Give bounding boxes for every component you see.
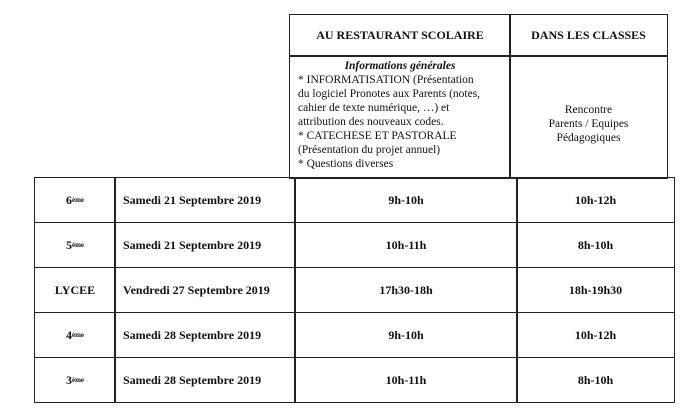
- date-cell: [114, 312, 296, 358]
- meeting-line: Parents / Equipes: [548, 118, 629, 130]
- level-cell: [34, 222, 116, 268]
- info-line: (Présentation du projet annuel): [298, 144, 441, 156]
- restaurant-text: 10h-11h: [385, 372, 427, 387]
- header-classes: DANS LES CLASSES: [509, 14, 668, 57]
- restaurant-cell: [294, 222, 518, 268]
- level-suffix: ème: [71, 331, 85, 339]
- restaurant-cell: [294, 357, 518, 403]
- classes-text: 10h-12h: [574, 327, 617, 342]
- classes-text: 8h-10h: [577, 237, 614, 252]
- level-text: LYCEE: [54, 282, 96, 297]
- date-cell: [114, 357, 296, 403]
- info-title: Informations générales: [344, 60, 456, 72]
- date-cell: [114, 267, 296, 313]
- header-restaurant: AU RESTAURANT SCOLAIRE: [289, 14, 511, 57]
- restaurant-cell: [294, 177, 518, 223]
- restaurant-text: 17h30-18h: [379, 282, 433, 297]
- level-cell: [34, 312, 116, 358]
- classes-cell: [516, 177, 675, 223]
- restaurant-cell: [294, 267, 518, 313]
- date-cell: [114, 177, 296, 223]
- restaurant-cell: [294, 312, 518, 358]
- meeting-line: Pédagogiques: [556, 132, 621, 144]
- info-line: cahier de texte numérique, …) et: [298, 102, 450, 114]
- date-cell: [114, 222, 296, 268]
- level-text: 3: [65, 372, 72, 387]
- level-cell: [34, 357, 116, 403]
- classes-cell: [516, 312, 675, 358]
- restaurant-text: 9h-10h: [388, 192, 424, 207]
- date-text: Samedi 28 Septembre 2019: [123, 327, 262, 342]
- meeting-cell: [509, 55, 668, 179]
- info-line: * CATECHESE ET PASTORALE: [298, 130, 457, 142]
- level-suffix: ème: [71, 376, 85, 384]
- meeting-line: Rencontre: [564, 104, 613, 116]
- info-line: du logiciel Pronotes aux Parents (notes,: [298, 88, 481, 100]
- date-text: Samedi 28 Septembre 2019: [123, 372, 262, 387]
- classes-text: 18h-19h30: [568, 282, 623, 297]
- info-line: * Questions diverses: [298, 158, 394, 170]
- level-cell: [34, 267, 116, 313]
- level-suffix: ème: [71, 241, 85, 249]
- restaurant-text: 10h-11h: [385, 237, 427, 252]
- info-cell: [289, 55, 511, 179]
- info-line: attribution des nouveaux codes.: [298, 116, 444, 128]
- classes-text: 10h-12h: [574, 192, 617, 207]
- info-line: * INFORMATISATION (Présentation: [298, 74, 474, 86]
- classes-cell: [516, 267, 675, 313]
- classes-text: 8h-10h: [577, 372, 614, 387]
- date-text: Samedi 21 Septembre 2019: [123, 237, 262, 252]
- level-text: 6: [65, 192, 72, 207]
- classes-cell: [516, 222, 675, 268]
- date-text: Samedi 21 Septembre 2019: [123, 192, 262, 207]
- level-text: 5: [65, 237, 72, 252]
- level-suffix: ème: [71, 196, 85, 204]
- level-cell: [34, 177, 116, 223]
- date-text: Vendredi 27 Septembre 2019: [123, 282, 270, 297]
- classes-cell: [516, 357, 675, 403]
- level-text: 4: [65, 327, 72, 342]
- restaurant-text: 9h-10h: [388, 327, 424, 342]
